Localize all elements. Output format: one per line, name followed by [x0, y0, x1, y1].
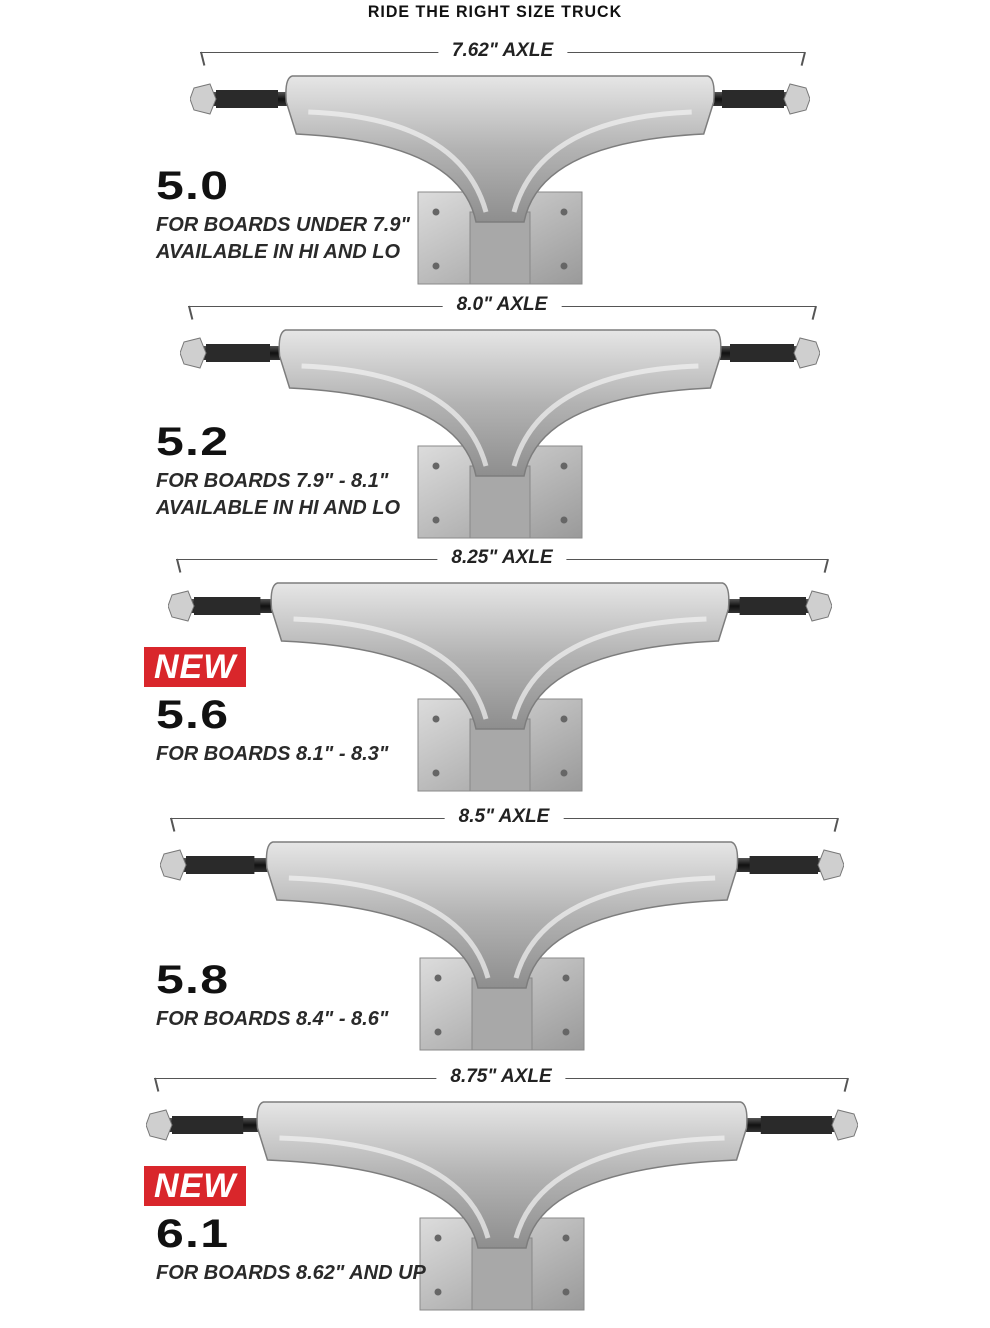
truck-size: 5.8	[156, 958, 230, 1002]
truck-description: FOR BOARDS 8.1" - 8.3"	[156, 743, 389, 765]
truck-size: 6.1	[156, 1212, 230, 1256]
truck-section	[0, 547, 990, 806]
axle-dimension	[176, 547, 828, 571]
truck-section	[0, 40, 990, 299]
truck-info	[156, 647, 388, 768]
axle-label: 7.62" AXLE	[438, 40, 567, 62]
truck-description: FOR BOARDS 8.4" - 8.6"	[156, 1008, 389, 1030]
axle-label: 8.75" AXLE	[436, 1066, 565, 1088]
axle-dimension	[154, 1066, 848, 1090]
truck-info	[156, 422, 400, 522]
page-title: RIDE THE RIGHT SIZE TRUCK	[367, 3, 623, 22]
truck-description: FOR BOARDS 8.62" AND UP	[156, 1262, 426, 1284]
truck-info	[156, 166, 410, 266]
truck-size: 5.6	[156, 693, 230, 737]
truck-size: 5.0	[156, 164, 230, 208]
truck-info	[156, 1166, 426, 1287]
axle-dimension	[170, 806, 838, 830]
axle-dimension	[188, 294, 816, 318]
new-badge: NEW	[144, 1166, 246, 1206]
truck-description: FOR BOARDS 7.9" - 8.1" AVAILABLE IN HI AND LO	[156, 470, 401, 519]
new-badge: NEW	[144, 647, 246, 687]
truck-section	[0, 1066, 990, 1293]
truck-section	[0, 294, 990, 553]
axle-label: 8.0" AXLE	[443, 294, 562, 316]
truck-section	[0, 806, 990, 1065]
axle-label: 8.5" AXLE	[445, 806, 564, 828]
truck-info	[156, 960, 388, 1033]
truck-size: 5.2	[156, 420, 230, 464]
axle-dimension	[200, 40, 805, 64]
truck-description: FOR BOARDS UNDER 7.9" AVAILABLE IN HI AND LO	[156, 214, 410, 263]
axle-label: 8.25" AXLE	[437, 547, 566, 569]
